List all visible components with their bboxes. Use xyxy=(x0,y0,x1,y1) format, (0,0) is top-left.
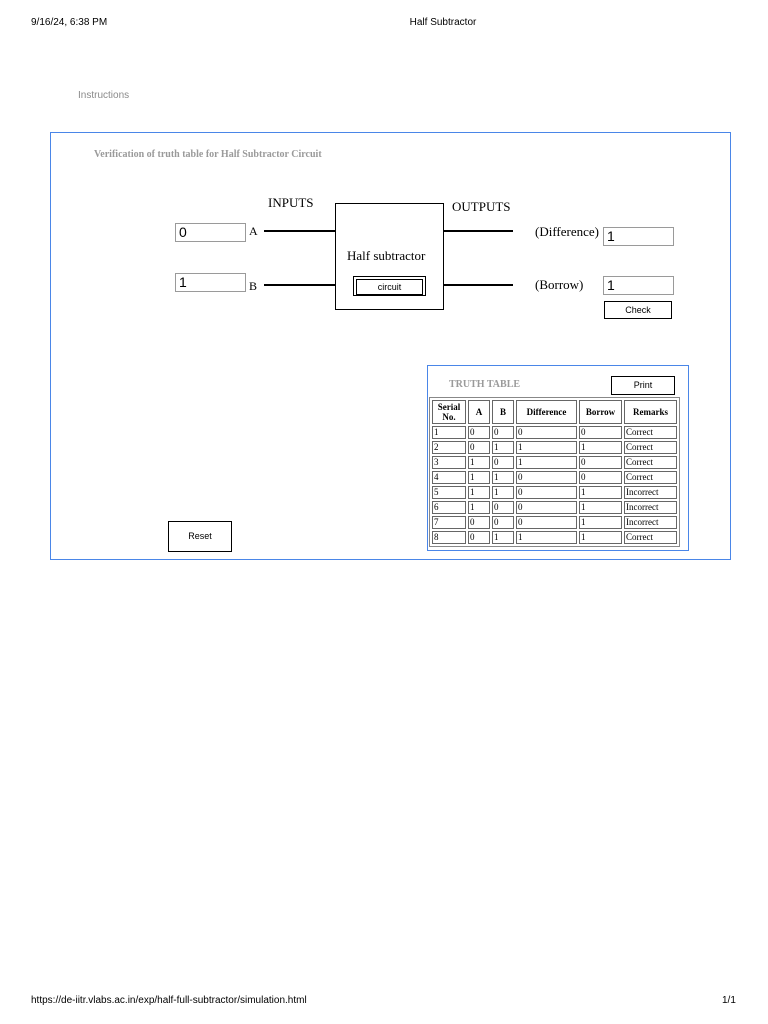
table-row xyxy=(432,456,677,469)
cell: Correct xyxy=(624,426,677,439)
inputs-label: INPUTS xyxy=(268,195,314,210)
table-row xyxy=(432,501,677,514)
cell: 1 xyxy=(579,486,622,499)
difference-label: (Difference) xyxy=(535,224,599,239)
cell: 0 xyxy=(579,426,622,439)
truth-table xyxy=(429,397,680,547)
cell: Correct xyxy=(624,471,677,484)
cell: 0 xyxy=(492,516,514,529)
input-b-field[interactable]: 1 xyxy=(175,273,246,292)
cell: 0 xyxy=(516,471,577,484)
cell: 8 xyxy=(432,531,466,544)
col-header-remarks: Remarks xyxy=(624,400,677,424)
cell: 1 xyxy=(468,486,490,499)
cell: 0 xyxy=(468,531,490,544)
truth-table-header-row xyxy=(432,400,677,424)
cell: 1 xyxy=(516,531,577,544)
reset-button[interactable]: Reset xyxy=(168,521,232,552)
print-datetime: 9/16/24, 6:38 PM xyxy=(31,17,108,28)
cell: 1 xyxy=(579,501,622,514)
table-row xyxy=(432,531,677,544)
table-row xyxy=(432,486,677,499)
cell: 1 xyxy=(468,456,490,469)
cell: 1 xyxy=(579,441,622,454)
difference-wire xyxy=(444,230,513,232)
cell: 1 xyxy=(516,441,577,454)
cell: Correct xyxy=(624,531,677,544)
cell: 0 xyxy=(579,471,622,484)
borrow-wire xyxy=(444,284,513,286)
input-a-field[interactable]: 0 xyxy=(175,223,246,242)
table-row xyxy=(432,441,677,454)
cell: 6 xyxy=(432,501,466,514)
input-b-label: B xyxy=(249,279,258,293)
cell: Incorrect xyxy=(624,501,677,514)
cell: 0 xyxy=(492,456,514,469)
cell: 2 xyxy=(432,441,466,454)
cell: 0 xyxy=(516,516,577,529)
print-button[interactable]: Print xyxy=(611,376,675,395)
cell: 0 xyxy=(516,426,577,439)
cell: 0 xyxy=(468,516,490,529)
cell: 1 xyxy=(579,531,622,544)
cell: 0 xyxy=(492,501,514,514)
cell: 4 xyxy=(432,471,466,484)
cell: 1 xyxy=(468,471,490,484)
cell: 1 xyxy=(492,471,514,484)
cell: 0 xyxy=(516,486,577,499)
cell: 0 xyxy=(468,441,490,454)
cell: 5 xyxy=(432,486,466,499)
col-header-b: B xyxy=(492,400,514,424)
borrow-label: (Borrow) xyxy=(535,277,584,292)
cell: 3 xyxy=(432,456,466,469)
cell: 0 xyxy=(516,501,577,514)
input-a-wire xyxy=(264,230,336,232)
cell: Correct xyxy=(624,456,677,469)
borrow-field[interactable]: 1 xyxy=(603,276,674,295)
input-a-label: A xyxy=(249,224,258,238)
cell: 1 xyxy=(432,426,466,439)
col-header-serial: Serial No. xyxy=(432,400,466,424)
cell: Correct xyxy=(624,441,677,454)
cell: 1 xyxy=(468,501,490,514)
check-button[interactable]: Check xyxy=(604,301,672,319)
cell: Incorrect xyxy=(624,516,677,529)
cell: 1 xyxy=(492,441,514,454)
truth-table-title: TRUTH TABLE xyxy=(449,379,521,390)
cell: 1 xyxy=(492,486,514,499)
simulation-heading: Verification of truth table for Half Subtractor Circuit xyxy=(94,149,322,160)
col-header-borrow: Borrow xyxy=(579,400,622,424)
instructions-link[interactable]: Instructions xyxy=(78,90,130,101)
cell: 1 xyxy=(516,456,577,469)
table-row xyxy=(432,516,677,529)
cell: 1 xyxy=(492,531,514,544)
print-title: Half Subtractor xyxy=(409,17,477,28)
circuit-button[interactable] xyxy=(353,276,426,296)
col-header-difference: Difference xyxy=(516,400,577,424)
cell: 0 xyxy=(468,426,490,439)
cell: 0 xyxy=(492,426,514,439)
outputs-label: OUTPUTS xyxy=(452,199,511,214)
circuit-button-label: circuit xyxy=(356,279,423,295)
cell: 7 xyxy=(432,516,466,529)
table-row xyxy=(432,426,677,439)
cell: 1 xyxy=(579,516,622,529)
half-subtractor-label: Half subtractor xyxy=(347,248,426,263)
col-header-a: A xyxy=(468,400,490,424)
print-url: https://de-iitr.vlabs.ac.in/exp/half-full-subtractor/simulation.html xyxy=(31,995,307,1006)
table-row xyxy=(432,471,677,484)
difference-field[interactable]: 1 xyxy=(603,227,674,246)
input-b-wire xyxy=(264,284,336,286)
print-page-number: 1/1 xyxy=(722,995,736,1006)
cell: Incorrect xyxy=(624,486,677,499)
cell: 0 xyxy=(579,456,622,469)
